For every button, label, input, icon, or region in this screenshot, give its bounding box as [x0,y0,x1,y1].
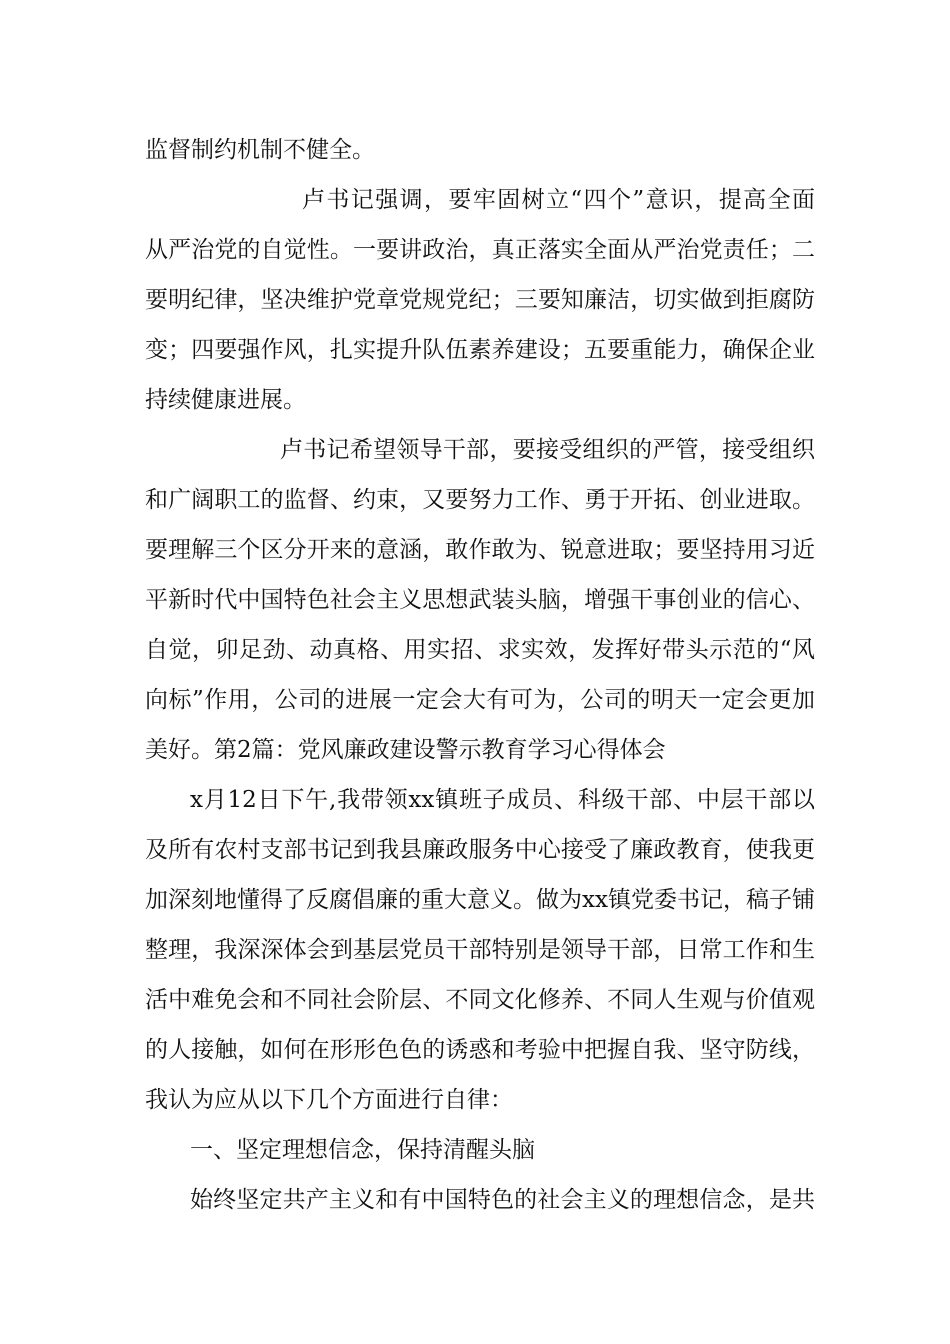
text-line: 监督制约机制不健全。 [145,137,375,163]
paragraph-start-line: 始终坚定共产主义和有中国特色的社会主义的理想信念，是共 [190,1187,815,1213]
paragraph-start-line: 卢书记强调，要牢固树立“四个”意识，提高全面 [302,187,815,213]
text-line: 向标”作用，公司的进展一定会大有可为，公司的明天一定会更加 [145,687,815,713]
text-line: 要明纪律，坚决维护党章党规党纪；三要知廉洁，切实做到拒腐防 [145,287,815,313]
text-line: 要理解三个区分开来的意涵，敢作敢为、锐意进取；要坚持用习近 [145,537,815,563]
paragraph-start-line: 卢书记希望领导干部，要接受组织的严管，接受组织 [280,437,815,463]
subheading-line: 一、坚定理想信念，保持清醒头脑 [190,1137,535,1163]
text-line: 从严治党的自觉性。一要讲政治，真正落实全面从严治党责任；二 [145,237,815,263]
text-line: 持续健康进展。 [145,387,306,413]
text-line: 和广阔职工的监督、约束，又要努力工作、勇于开拓、创业进取。 [145,487,815,513]
text-line: 整理，我深深体会到基层党员干部特别是领导干部，日常工作和生 [145,937,815,963]
text-line: 平新时代中国特色社会主义思想武装头脑，增强干事创业的信心、 [145,587,815,613]
section-title-line: 美好。第2篇：党风廉政建设警示教育学习心得体会 [145,737,666,763]
text-line: 的人接触，如何在形形色色的诱惑和考验中把握自我、坚守防线， [145,1037,815,1063]
text-line: 变；四要强作风，扎实提升队伍素养建设；五要重能力，确保企业 [145,337,815,363]
text-line: 及所有农村支部书记到我县廉政服务中心接受了廉政教育，使我更 [145,837,815,863]
text-line: 活中难免会和不同社会阶层、不同文化修养、不同人生观与价值观 [145,987,815,1013]
text-line: 自觉，卯足劲、动真格、用实招、求实效，发挥好带头示范的“风 [145,637,815,663]
text-line: 我认为应从以下几个方面进行自律： [145,1087,513,1113]
text-line: 加深刻地懂得了反腐倡廉的重大意义。做为xx镇党委书记，稿子铺 [145,887,815,913]
paragraph-start-line: x月12日下午,我带领xx镇班子成员、科级干部、中层干部以 [190,787,815,813]
